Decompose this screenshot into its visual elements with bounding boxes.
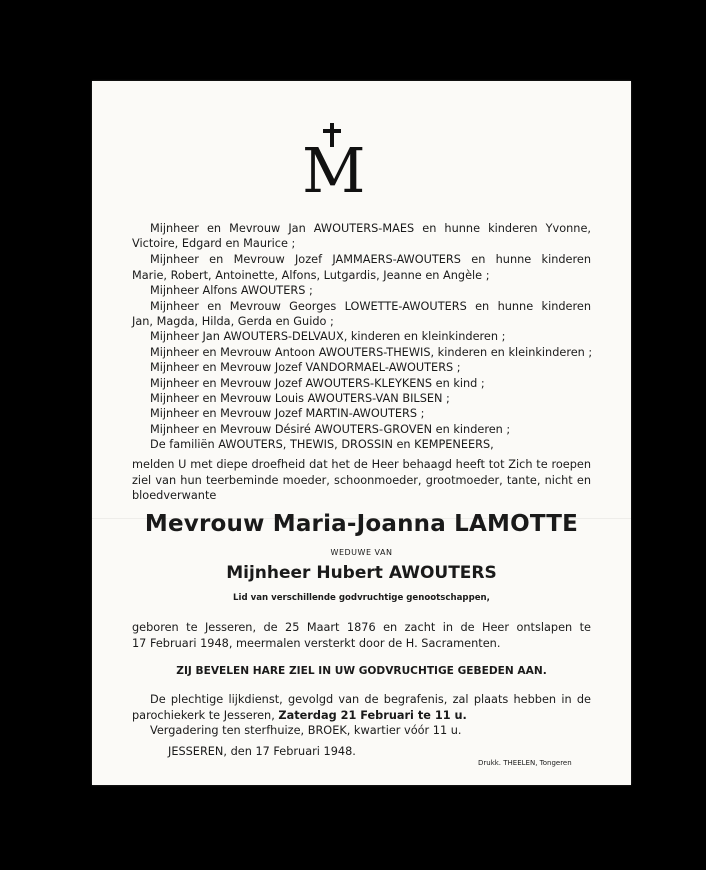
death-notice-card	[92, 81, 631, 785]
place-date: JESSEREN, den 17 Februari 1948.	[168, 745, 356, 758]
family-line: De familiën AWOUTERS, THEWIS, DROSSIN en KEMPENEERS,	[150, 438, 494, 451]
funeral-line	[132, 709, 467, 723]
family-line: Mijnheer en Mevrouw Jan AWOUTERS-MAES en hunne kinderen Yvonne,	[150, 222, 591, 235]
prayer-request: ZIJ BEVELEN HARE ZIEL IN UW GODVRUCHTIGE GEBEDEN AAN.	[176, 665, 547, 677]
family-line: Mijnheer en Mevrouw Jozef AWOUTERS-KLEYKENS en kind ;	[150, 377, 485, 390]
family-line: Mijnheer en Mevrouw Jozef JAMMAERS-AWOUTERS en hunne kinderen	[150, 253, 591, 266]
announcement-line: bloedverwante	[132, 489, 217, 502]
meeting-line: Vergadering ten sterfhuize, BROEK, kwartier vóór 11 u.	[150, 724, 462, 737]
family-line: Mijnheer Jan AWOUTERS-DELVAUX, kinderen en kleinkinderen ;	[150, 330, 506, 343]
family-line: Victoire, Edgard en Maurice ;	[132, 237, 296, 250]
family-line: Mijnheer en Mevrouw Louis AWOUTERS-VAN BILSEN ;	[150, 392, 450, 405]
family-line: Mijnheer Alfons AWOUTERS ;	[150, 284, 313, 297]
birth-line: 17 Februari 1948, meermalen versterkt door de H. Sacramenten.	[132, 637, 501, 650]
family-line: Mijnheer en Mevrouw Désiré AWOUTERS-GROVEN en kinderen ;	[150, 423, 511, 436]
widow-label: WEDUWE VAN	[330, 548, 393, 557]
family-line: Marie, Robert, Antoinette, Alfons, Lutgardis, Jeanne en Angèle ;	[132, 269, 490, 282]
initial-letter: M	[302, 134, 366, 207]
deceased-name: Mevrouw Maria-Joanna LAMOTTE	[144, 511, 579, 537]
family-line: Mijnheer en Mevrouw Jozef MARTIN-AWOUTERS ;	[150, 407, 425, 420]
husband-name: Mijnheer Hubert AWOUTERS	[226, 563, 497, 583]
family-line: Mijnheer en Mevrouw Antoon AWOUTERS-THEWIS, kinderen en kleinkinderen ;	[150, 346, 593, 359]
announcement-line: melden U met diepe droefheid dat het de Heer behaagd heeft tot Zich te roepen	[132, 458, 591, 471]
family-line: Jan, Magda, Hilda, Gerda en Guido ;	[132, 315, 334, 328]
funeral-line: De plechtige lijkdienst, gevolgd van de begrafenis, zal plaats hebben in de	[150, 693, 591, 706]
family-line: Mijnheer en Mevrouw Jozef VANDORMAEL-AWOUTERS ;	[150, 361, 461, 374]
birth-line: geboren te Jesseren, de 25 Maart 1876 en zacht in de Heer ontslapen te	[132, 621, 591, 634]
announcement-line: ziel van hun teerbeminde moeder, schoonmoeder, grootmoeder, tante, nicht en	[132, 474, 591, 487]
funeral-place: parochiekerk te Jesseren,	[132, 709, 275, 722]
membership-line: Lid van verschillende godvruchtige genootschappen,	[233, 593, 490, 603]
family-line: Mijnheer en Mevrouw Georges LOWETTE-AWOUTERS en hunne kinderen	[150, 300, 591, 313]
funeral-date: Zaterdag 21 Februari te 11 u.	[278, 709, 467, 722]
printer-credit: Drukk. THEELEN, Tongeren	[478, 759, 572, 767]
